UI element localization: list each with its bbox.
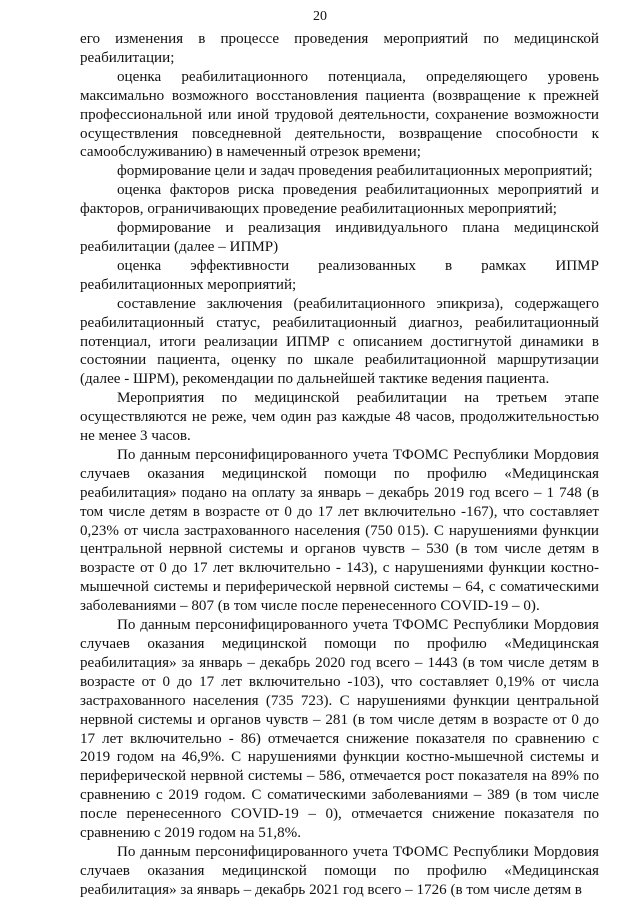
paragraph-11: По данным персонифицированного учета ТФОМС Республики Мордовия случаев оказания медицинской помощи по профилю «Медицинская реабилитация» за январь – декабрь 2021 год всего – 1726 (в том числе детям в (80, 843, 599, 898)
paragraph-8: Мероприятия по медицинской реабилитации на третьем этапе осуществляются не реже, чем один раз каждые 48 часов, продолжительностью не менее 3 часов. (80, 390, 599, 445)
paragraph-4: оценка факторов риска проведения реабилитационных мероприятий и факторов, ограничивающих проведение реабилитационных мероприятий; (80, 182, 599, 218)
paragraph-2: оценка реабилитационного потенциала, определяющего уровень максимально возможного восстановления пациента (возвращение к прежней профессиональной или иной трудовой деятельности, сохранение возможности осуществления повседневной деятельности, возвращение способности к самообслуживанию) в намеченный отрезок времени; (80, 68, 599, 161)
paragraph-1: его изменения в процессе проведения мероприятий по медицинской реабилитации; (80, 31, 599, 66)
paragraph-9: По данным персонифицированного учета ТФОМС Республики Мордовия случаев оказания медицинской помощи по профилю «Медицинская реабилитация» подано на оплату за январь – декабрь 2019 год всего – 1 748 (в том числе детям в возрасте от 0 до 17 лет включительно -167), что составляет 0,23% от числа застрахованного населения (750 015). С нарушениями функции центральной нервной системы и органов чувств – 530 (в том числе детям в возрасте от 0 до 17 лет включительно - 143), с нарушениями функции костно-мышечной системы и периферической нервной системы – 64, с соматическими заболеваниями – 807 (в том числе после перенесенного COVID-19 – 0). (80, 446, 599, 615)
paragraph-7: составление заключения (реабилитационного эпикриза), содержащего реабилитационный статус, реабилитационный диагноз, реабилитационный потенциал, итоги реализации ИПМР с описанием достигнутой динамики в состоянии пациента, оценку по шкале реабилитационной маршрутизации (далее - ШРМ), рекомендации по дальнейшей тактике ведения пациента. (80, 295, 599, 388)
paragraph-5: формирование и реализация индивидуального плана медицинской реабилитации (далее – ИПМР) (80, 220, 599, 255)
paragraph-3: формирование цели и задач проведения реабилитационных мероприятий; (117, 163, 593, 180)
paragraph-6: оценка эффективности реализованных в рамках ИПМР реабилитационных мероприятий; (80, 257, 599, 293)
body-text (80, 30, 599, 900)
paragraph-10: По данным персонифицированного учета ТФОМС Республики Мордовия случаев оказания медицинской помощи по профилю «Медицинская реабилитация» за январь – декабрь 2020 год всего – 1443 (в том числе детям в возрасте от 0 до 17 лет включительно -103), что составляет 0,19% от числа застрахованного населения (735 723). С нарушениями функции центральной нервной системы и органов чувств – 281 (в том числе детям в возрасте от 0 до 17 лет включительно - 86) отмечается снижение показателя по сравнению с 2019 годом на 46,9%. С нарушениями функции костно-мышечной системы и периферической нервной системы – 586, отмечается рост показателя на 89% по сравнению с 2019 годом. С соматическими заболеваниями – 389 (в том числе после перенесенного COVID-19 – 0), отмечается снижение показателя по сравнению с 2019 годом на 51,8%. (80, 617, 599, 842)
page-number: 20 (313, 9, 327, 24)
